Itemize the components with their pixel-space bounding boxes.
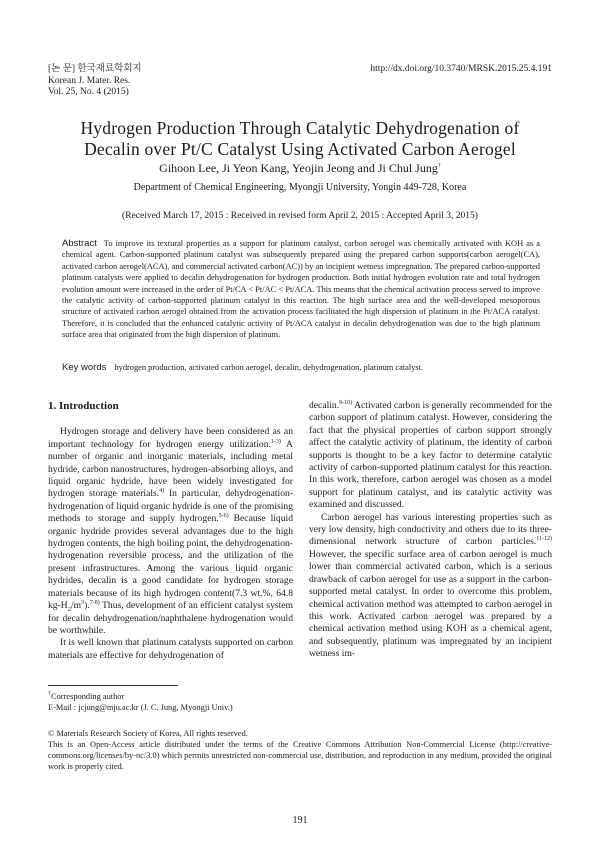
section-heading: 1. Introduction xyxy=(48,400,119,412)
authors-text: Gihoon Lee, Ji Yeon Kang, Yeojin Jeong and Ji Chul Jung xyxy=(159,161,438,175)
left-column xyxy=(48,400,293,662)
text-run: However, the specific surface area of carbon aerogel is much lower than commercial activated carbon, which is a serious drawback of carbon aerogel for use as a support in the carbon-supported metal catalyst. In order to overcome this problem, chemical activation method was attempted to carbon aerogel in this work. Activated carbon aerogel was prepared by a chemical activation method using KOH as a chemical agent, and subsequently, platinum was impregnated by an incipient wetness im- xyxy=(309,548,552,660)
journal-volume: Vol. 25, No. 4 (2015) xyxy=(48,87,129,97)
text-run: Carbon aerogel has various interesting properties such as very low density, high conductivity and others due to its three-dimensional network structure of carbon particles. xyxy=(309,511,552,548)
text-run: decalin. xyxy=(309,400,340,411)
text-run: In particular, dehydrogenation-hydrogenation of liquid organic hydride is one of the promising methods to storage and supply hydrogen. xyxy=(48,488,294,525)
footnote-divider xyxy=(48,685,178,686)
abstract-label: Abstract xyxy=(62,238,97,249)
received-dates: (Received March 17, 2015 : Received in revised form April 2, 2015 : Accepted April 3, 2015) xyxy=(122,211,478,221)
intro-paragraph-3 xyxy=(309,512,552,661)
keywords xyxy=(62,362,540,373)
doi-link[interactable]: http://dx.doi.org/10.3740/MRSK.2015.25.4.191 xyxy=(370,64,552,74)
text-run: A number of organic and inorganic materials, including metal hydride, carbon nanostructures, hydrogen-absorbing alloys, and liquid organic hydride, have been widely investigated for hydrogen storage materials. xyxy=(48,438,293,500)
text-run: Hydrogen storage and delivery have been considered as an important technology for hydrogen energy utilization. xyxy=(48,426,293,450)
corresponding-author xyxy=(48,691,552,702)
intro-paragraph-2-cont xyxy=(309,400,552,512)
email-line: E-Mail : jcjung@mju.ac.kr (J. C. Jung, Myongji Univ.) xyxy=(48,703,233,712)
intro-paragraph-1 xyxy=(48,426,293,637)
page-number: 191 xyxy=(292,815,308,826)
corresponding-footnote xyxy=(48,691,552,713)
subscript: 2 xyxy=(67,606,71,613)
text-run: Activated carbon is generally recommended for the carbon support of platinum catalyst. However, considering the fact that the physical properties of carbon support strongly affect the catalytic activity of platinum, the identity of carbon supports is thought to be a key factor to determine catalytic activity of carbon-supported platinum catalyst for this reaction. In this work, therefore, carbon aerogel was chosen as a model support for platinum catalyst, and its catalytic activity was examined and discussed. xyxy=(309,400,552,511)
corresponding-mark: † xyxy=(48,691,51,698)
affiliation: Department of Chemical Engineering, Myongji University, Yongin 449-728, Korea xyxy=(133,182,467,193)
right-column xyxy=(309,400,552,661)
keywords-label: Key words xyxy=(62,362,107,373)
citation: 9-10) xyxy=(339,399,353,406)
corresponding-label: Corresponding author xyxy=(51,692,125,701)
author-list xyxy=(40,161,560,175)
keywords-text: hydrogen production, activated carbon aerogel, decalin, dehydrogenation, platinum catalyst. xyxy=(114,363,424,372)
citation: 4) xyxy=(159,488,165,495)
text-run: Thus, development of an efficient catalyst system for decalin dehydrogenation/naphthalene hydrogenation would be worthwhile. xyxy=(48,600,293,636)
corresponding-mark: † xyxy=(437,163,441,169)
paper-title xyxy=(40,118,560,160)
journal-name-english: Korean J. Mater. Res. xyxy=(48,75,131,86)
abstract xyxy=(62,238,540,341)
citation: 7-8) xyxy=(89,599,100,606)
abstract-text: To improve its textural properties as a support for platinum catalyst, carbon aerogel was chemically activated with KOH as a chemical agent. Carbon-supported platinum catalyst was subsequently prepared using the prepared carbon supports(carbon aerogel(CA), activated carbon aerogel(ACA), and commercial activated carbon(AC)) by an incipient wetness impregnation. The prepared carbon-supported platinum catalysts were applied to decalin dehydrogenation for hydrogen production. Both initial hydrogen evolution rate and total hydrogen evolution amount were increased in the order of Pt/CA < Pt/AC < Pt/ACA. This means that the chemical activation process served to improve the catalytic activity of carbon-supported platinum catalyst in this reaction. The high surface area and the well-developed mesoporous structure of activated carbon aerogel obtained from the activation process facilitated the high dispersion of platinum in the Pt/ACA catalyst. Therefore, it is concluded that the enhanced catalytic activity of Pt/ACA catalyst in decalin dehydrogenation was due to the high platinum surface area that originated from the high dispersion of platinum. xyxy=(62,239,540,340)
text-run: Because liquid organic hydride provides several advantages due to the high hydrogen contents, the high boiling point, the dehydrogenation-hydrogenation reversible process, and the utilization of the present infrastructures. Among the various liquid organic hydrides, decalin is a good candidate for hydrogen storage materials because of its high hydrogen content(7.3 wt.%, 64.8 kg-H xyxy=(48,513,293,612)
citation: 11-12) xyxy=(536,536,552,543)
superscript: 3 xyxy=(81,599,85,606)
text-run: ). xyxy=(84,600,90,612)
journal-header xyxy=(48,64,142,99)
copyright-footnote xyxy=(48,728,552,772)
citation: 1-3) xyxy=(270,438,281,445)
citation: 5-6) xyxy=(218,513,229,520)
title-line-1: Hydrogen Production Through Catalytic Dehydrogenation of xyxy=(80,118,520,138)
journal-name-korean: [논 문] 한국재료학회지 xyxy=(48,64,142,74)
license-text: This is an Open-Access article distributed under the terms of the Creative Commons Attribution Non-Commercial License (http://creative-commons.org/licenses/by-nc/3.0) which permits unrestricted non-commercial use, distribution, and reproduction in any medium, provided the original work is properly cited. xyxy=(48,740,552,771)
copyright-line: © Materials Research Society of Korea, All rights reserved. xyxy=(48,729,248,738)
text-run: /m xyxy=(70,600,82,612)
intro-paragraph-2: It is well known that platinum catalysts supported on carbon materials are effective for dehydrogenation of xyxy=(48,637,293,661)
title-line-2: Decalin over Pt/C Catalyst Using Activated Carbon Aerogel xyxy=(84,139,516,159)
